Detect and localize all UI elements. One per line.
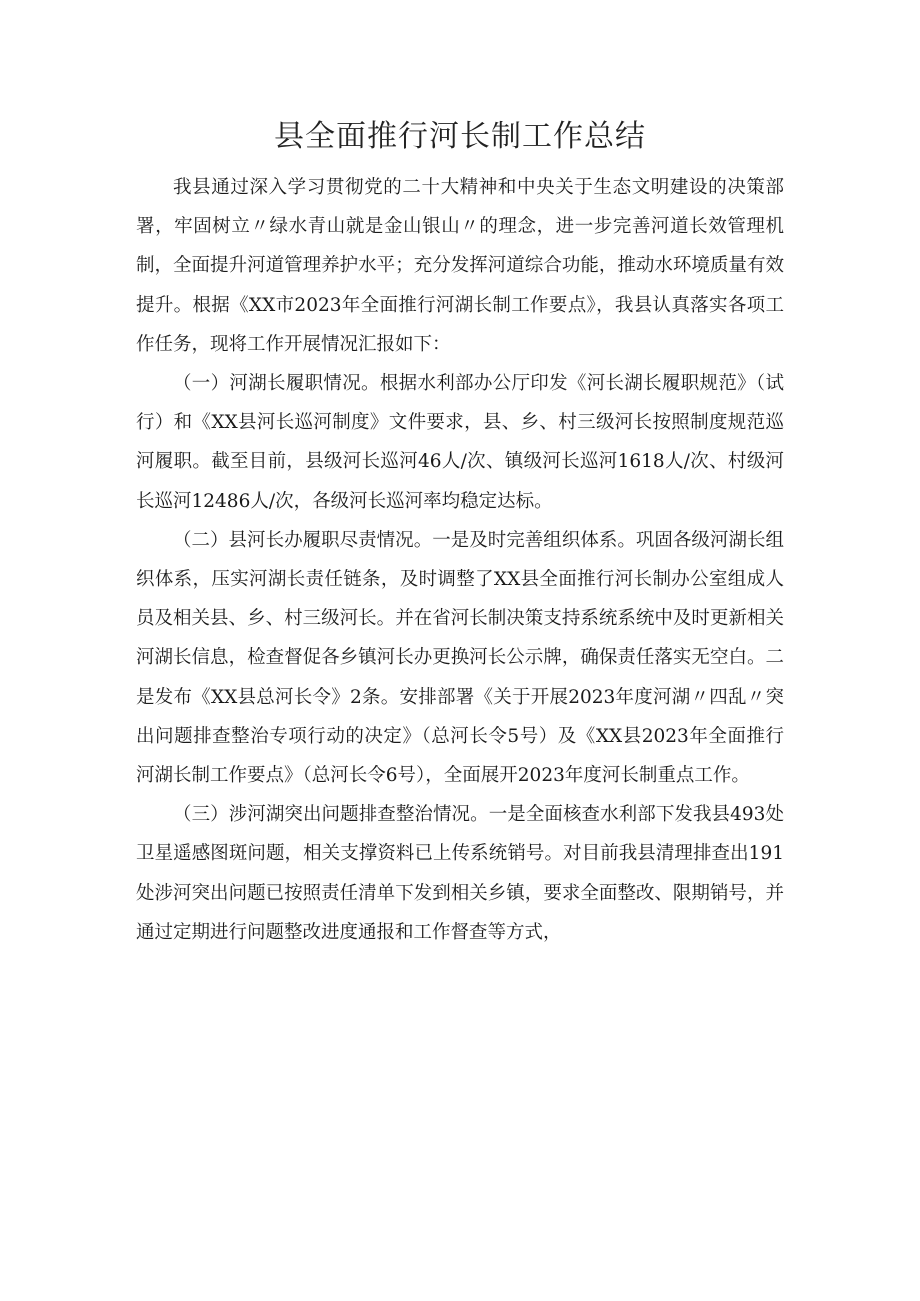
document-title: 县全面推行河长制工作总结	[274, 119, 646, 154]
paragraph-section-3: （三）涉河湖突出问题排查整治情况。一是全面核查水利部下发我县493处卫星遥感图斑问题，相关支撑资料已上传系统销号。对目前我县清理排查出191处涉河突出问题已按照责任清单下发到相关乡镇，要求全面整改、限期销号，并通过定期进行问题整改进度通报和工作督查等方式，	[136, 804, 784, 943]
paragraph-section-2: （二）县河长办履职尽责情况。一是及时完善组织体系。巩固各级河湖长组织体系，压实河湖长责任链条，及时调整了XX县全面推行河长制办公室组成人员及相关县、乡、村三级河长。并在省河长制决策支持系统系统中及时更新相关河湖长信息，检查督促各乡镇河长办更换河长公示牌，确保责任落实无空白。二是发布《XX县总河长令》2条。安排部署《关于开展2023年度河湖〃四乱〃突出问题排查整治专项行动的决定》（总河长令5号）及《XX县2023年全面推行河湖长制工作要点》（总河长令6号），全面展开2023年度河长制重点工作。	[136, 529, 784, 787]
paragraph-section-1: （一）河湖长履职情况。根据水利部办公厅印发《河长湖长履职规范》（试行）和《XX县河长巡河制度》文件要求，县、乡、村三级河长按照制度规范巡河履职。截至目前，县级河长巡河46人/次、镇级河长巡河1618人/次、村级河长巡河12486人/次，各级河长巡河率均稳定达标。	[136, 373, 784, 512]
paragraph-intro: 我县通过深入学习贯彻党的二十大精神和中央关于生态文明建设的决策部署，牢固树立〃绿水青山就是金山银山〃的理念，进一步完善河道长效管理机制，全面提升河道管理养护水平；充分发挥河道综合功能，推动水环境质量有效提升。根据《XX市2023年全面推行河湖长制工作要点》，我县认真落实各项工作任务，现将工作开展情况汇报如下：	[136, 177, 784, 355]
